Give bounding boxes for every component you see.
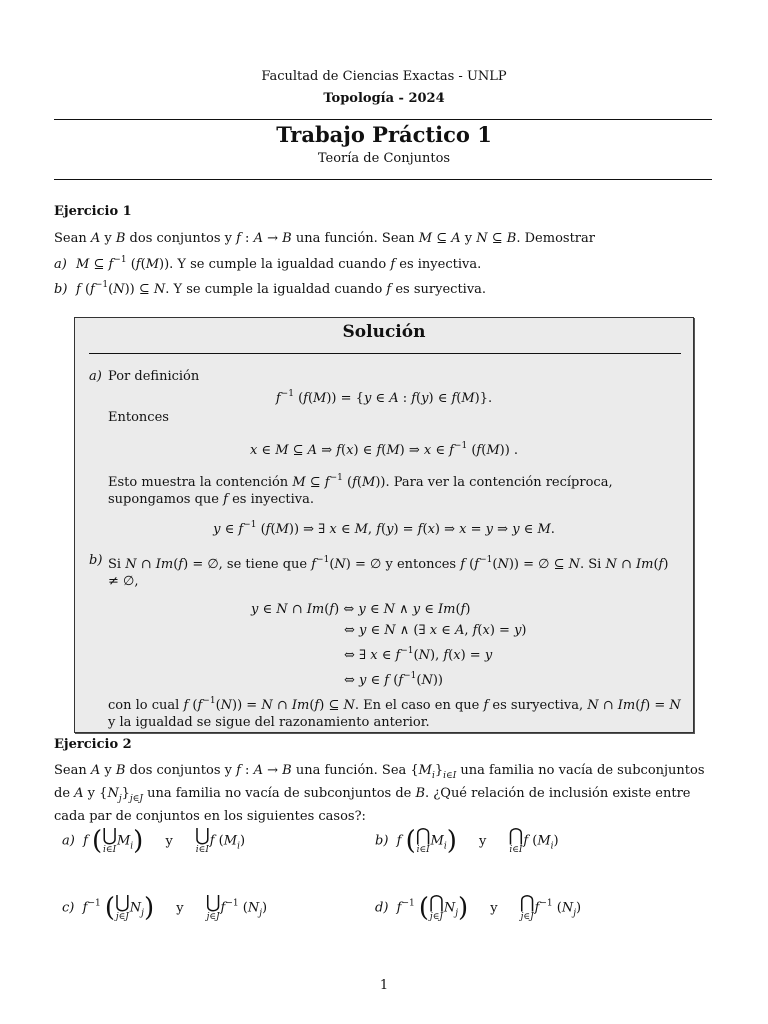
solution-b-label: b) xyxy=(89,553,103,568)
exercise-2-case-b: b) f ( ⋂ i∈I $M_i$) y ⋂ i∈I f $(M_i)$ xyxy=(375,825,559,856)
page-subtitle: Teoría de Conjuntos xyxy=(317,151,451,166)
faculty-line: Facultad de Ciencias Exactas - UNLP xyxy=(261,69,507,84)
exercise-2-heading: Ejercicio 2 xyxy=(54,737,132,752)
exercise-2-case-c: c) $f^{-1}$ ( ⋃ j∈J $N_j$) y ⋃ j∈J $f^{-1}$ $(N_j)$ xyxy=(62,892,268,923)
page-number: 1 xyxy=(379,978,389,993)
solution-a-label: a) xyxy=(89,369,102,384)
solution-b-line1: Si N ∩ Im(f) = ∅, se tiene que $f^{-1}(N)$ = ∅ y entonces f $(f^{-1}(N))$ = ∅ ⊆ N. Si N ∩ Im(f) ≠ ∅, xyxy=(108,555,669,589)
solution-title: Solución xyxy=(342,322,426,342)
solution-a-line2: Entonces xyxy=(108,410,169,425)
solution-rule xyxy=(89,353,681,354)
exercise-1-item-a: a) M ⊆ $f^{-1}$ (f(M)). Y se cumple la igualdad cuando f es inyectiva. xyxy=(54,255,482,272)
exercise-2-intro: Sean A y B dos conjuntos y f : A → B una función. Sea $\{M_i\}_{i\in I}$ una familia no vacía de subconjuntos de A y $\{N_j\}_{j\in J}$ una familia no vacía de subconjuntos de B. ¿Qué relación de inclusión existe entre cada par de conjuntos en los siguientes casos?: xyxy=(54,763,705,824)
exercise-2-case-d: d) $f^{-1}$ ( ⋂ j∈J $N_j$) y ⋂ j∈J $f^{-1}$ $(N_j)$ xyxy=(375,892,582,923)
solution-a-definition: $f^{-1}$ (f(M)) = {y ∈ A : f(y) ∈ f(M)}. xyxy=(275,389,493,406)
bottom-rule xyxy=(54,179,712,180)
exercise-1-item-b: b) f $(f^{-1}(N))$ ⊆ N. Y se cumple la igualdad cuando f es suryectiva. xyxy=(54,280,487,297)
solution-a-injective: y ∈ $f^{-1}$ (f(M)) ⇒ ∃ x ∈ M, f(y) = f(x) ⇒ x = y ⇒ y ∈ M. xyxy=(213,520,555,537)
course-line: Topología - 2024 xyxy=(323,91,445,106)
solution-b-chain: y ∈ N ∩ Im(f) ⇔ y ∈ N ∧ y ∈ Im(f) ⇔ y ∈ N ∧ (∃ x ∈ A, f(x) = y) ⇔ ∃ x ∈ $f^{-1}(N)$, f(x) = y ⇔ y ∈ f $(f^{-1}(N))$ xyxy=(251,602,527,688)
top-rule xyxy=(54,119,712,120)
exercise-2-case-a: a) f ( ⋃ i∈I $M_i$) y ⋃ i∈I f $(M_i)$ xyxy=(62,825,246,856)
solution-a-line1: Por definición xyxy=(108,369,200,384)
page-title: Trabajo Práctico 1 xyxy=(276,122,492,147)
solution-b-line2: con lo cual f $(f^{-1}(N)) = N$ ∩ Im(f) ⊆ N. En el caso en que f es suryectiva, N ∩ Im(f) = N y la igualdad se sigue del razonamiento anterior. xyxy=(108,696,681,730)
solution-box xyxy=(74,317,694,733)
exercise-1-intro: Sean A y B dos conjuntos y f : A → B una función. Sean M ⊆ A y N ⊆ B. Demostrar xyxy=(54,231,595,246)
solution-a-line3: Esto muestra la contención M ⊆ $f^{-1}$ (f(M)). Para ver la contención recíproca, supongamos que f es inyectiva. xyxy=(108,473,613,507)
solution-a-implication: x ∈ M ⊆ A ⇒ f(x) ∈ f(M) ⇒ x ∈ $f^{-1}$ (f(M)) . xyxy=(249,441,519,458)
exercise-1-heading: Ejercicio 1 xyxy=(54,204,132,219)
